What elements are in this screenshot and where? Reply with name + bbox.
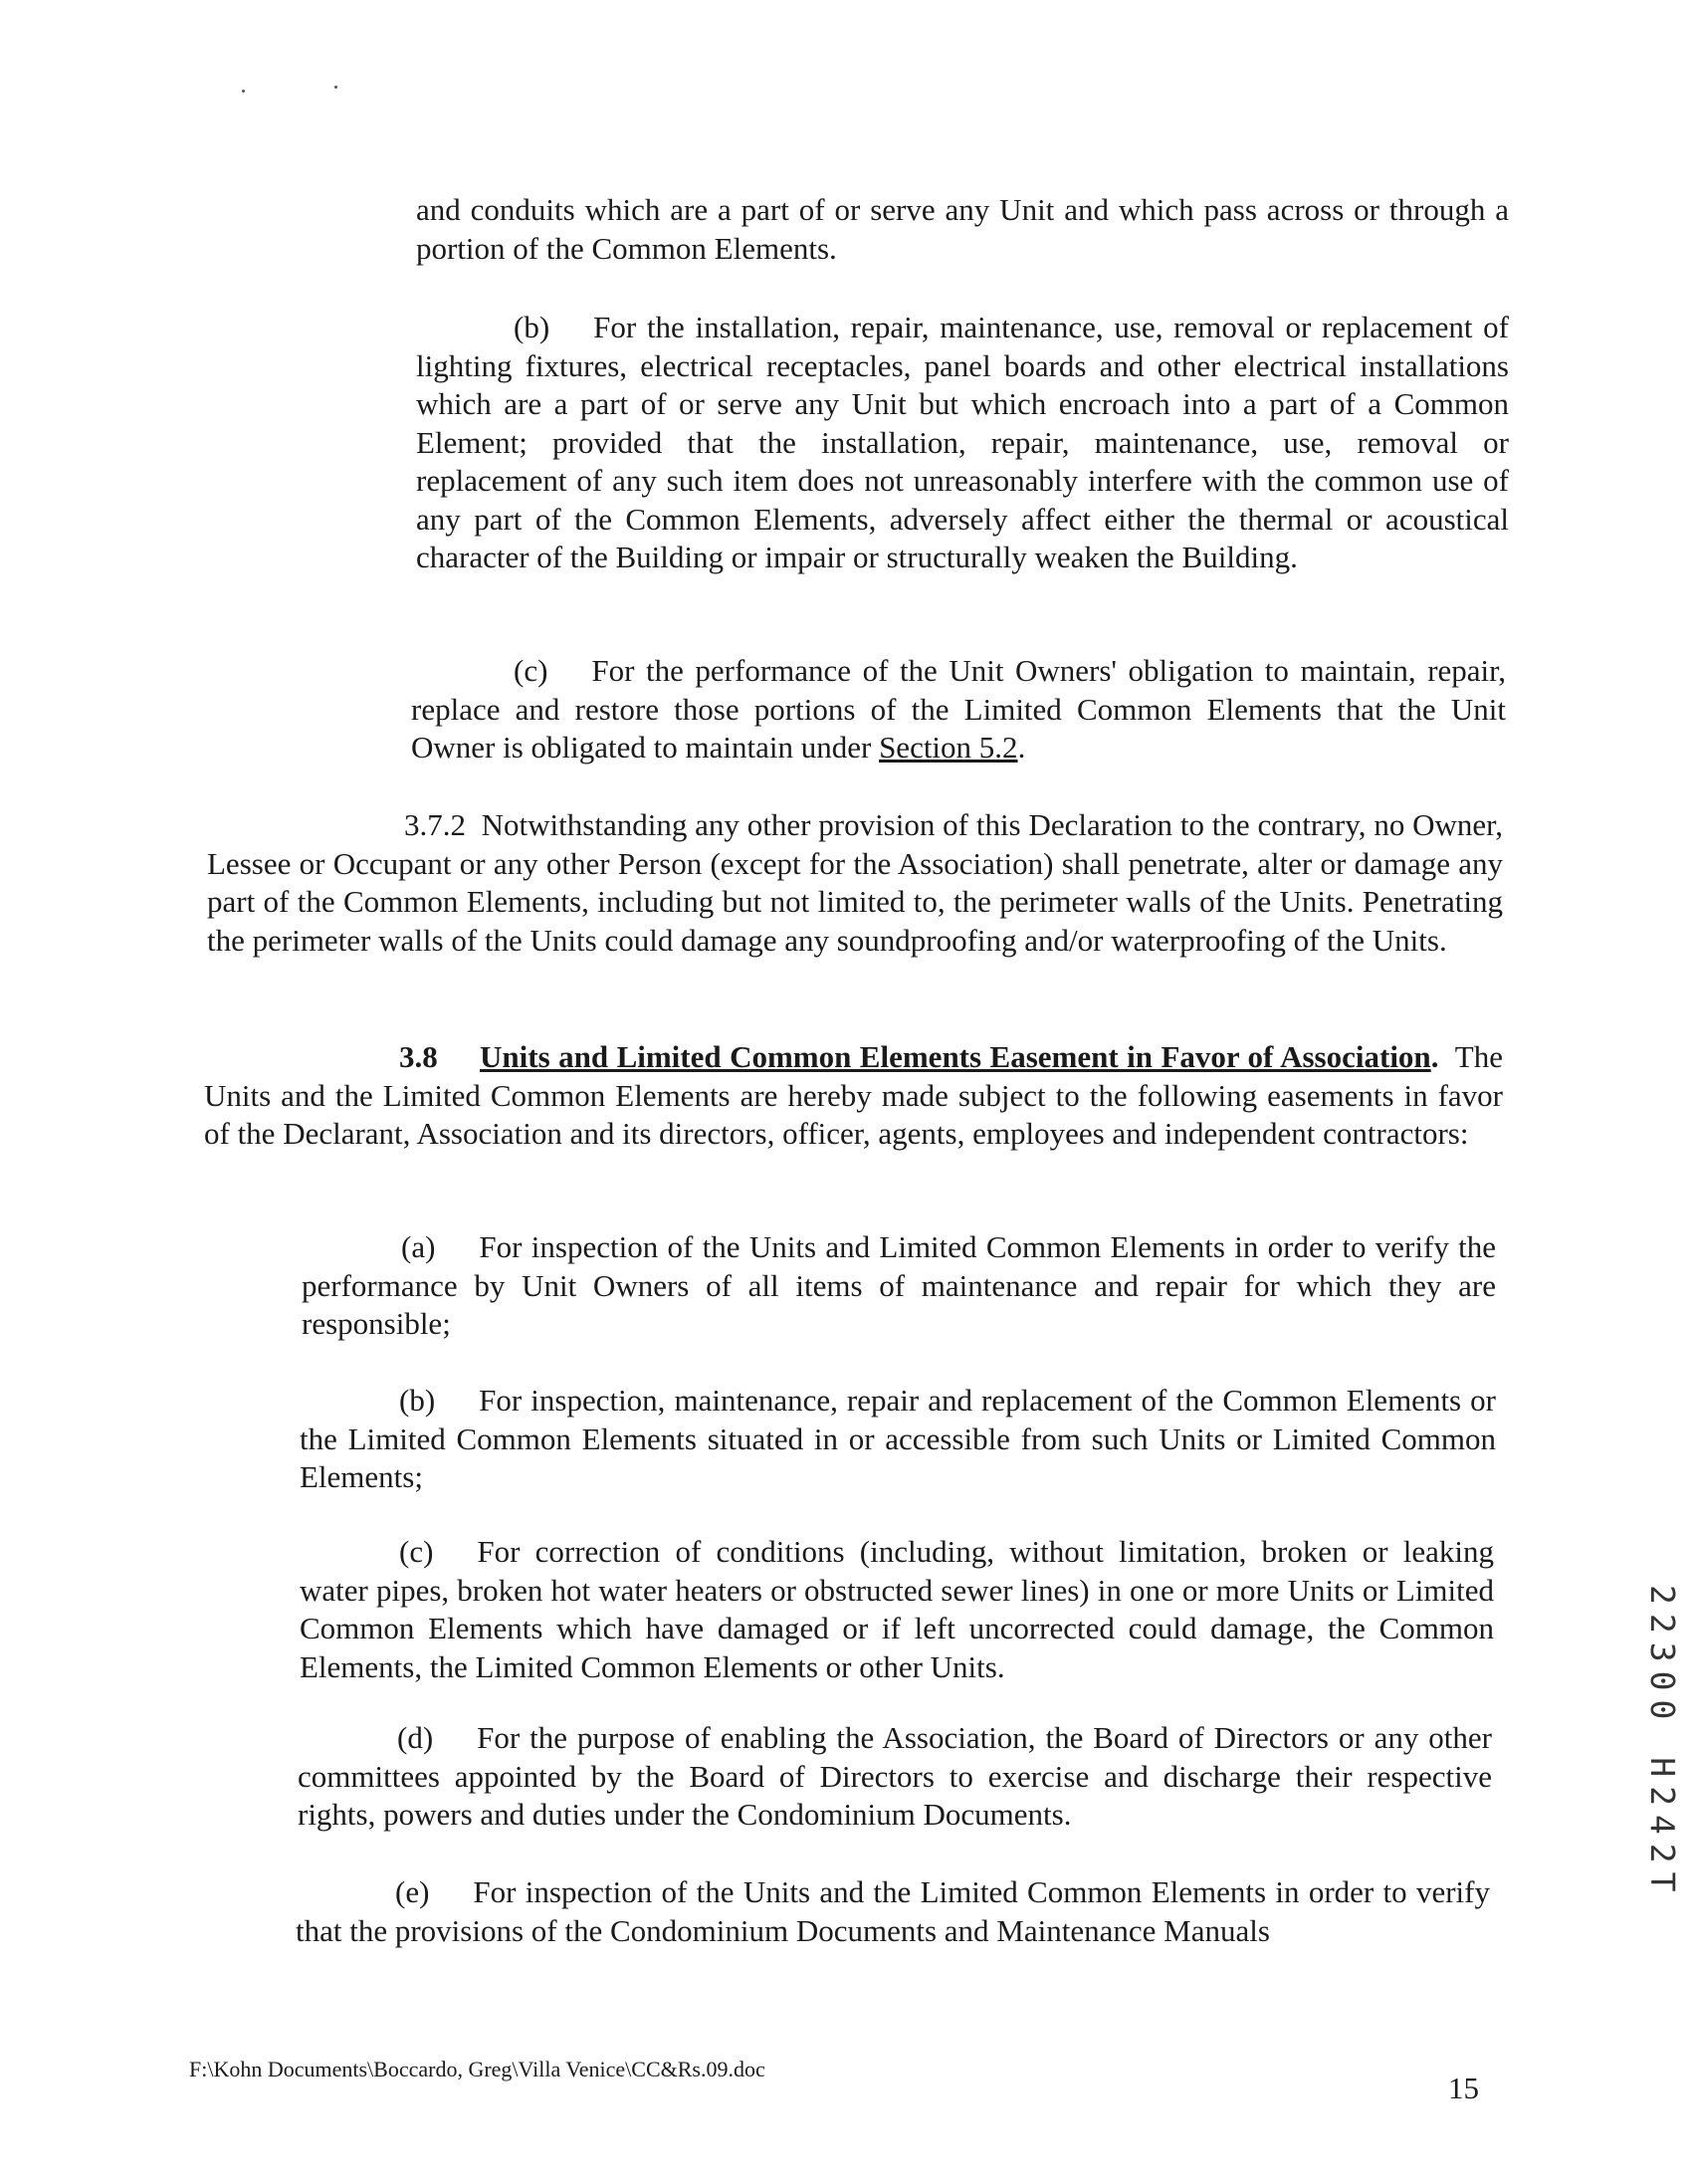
paragraph-c-performance — [411, 652, 1506, 767]
paragraph-text: For correction of conditions (including, without limitation, broken or leaking water pipes, broken hot water heaters or obstructed sewer lines) in one or more Units or Limited Common Elements which have damaged or if left uncorrected could damage, the Common Elements, the Limited Common Elements or other Units. — [300, 1534, 1494, 1684]
paragraph-text: and conduits which are a part of or serve any Unit and which pass across or through a portion of the Common Elements. — [416, 192, 1509, 266]
section-3-7-2 — [207, 806, 1503, 960]
paragraph-text: For inspection of the Units and Limited Common Elements in order to verify the performance by Unit Owners of all items of maintenance and repair for which they are responsible; — [302, 1229, 1496, 1341]
recording-stamp: 22300 H242T — [1643, 1585, 1682, 1901]
paragraph-text: For inspection of the Units and the Limited Common Elements in order to verify that the provisions of the Condominium Documents and Maintenance Manuals — [296, 1874, 1490, 1948]
easement-item-a — [302, 1228, 1496, 1344]
paragraph-text: The Units and the Limited Common Elements are hereby made subject to the following easements in favor of the Declarant, Association and its directors, officer, agents, employees and independent contractors: — [204, 1039, 1503, 1151]
punctuation: . — [1430, 1039, 1439, 1074]
item-label: (d) — [397, 1720, 434, 1755]
item-label: (c) — [514, 653, 548, 688]
paragraph-text: For the installation, repair, maintenance, use, removal or replacement of lighting fixtures, electrical receptacles, panel boards and other electrical installations which are a part of or serve any Unit but which encroach into a part of a Common Element; provided that the installation, repair, maintenance, use, removal or replacement of any such item does not unreasonably interfere with the common use of any part of the Common Elements, adversely affect either the thermal or acoustical character of the Building or impair or structurally weaken the Building. — [416, 310, 1509, 574]
section-3-8 — [204, 1038, 1503, 1154]
section-number: 3.7.2 — [404, 807, 466, 842]
easement-item-d — [298, 1719, 1492, 1835]
footer-file-path: F:\Kohn Documents\Boccardo, Greg\Villa Venice\CC&Rs.09.doc — [189, 2057, 765, 2081]
easement-item-b — [300, 1382, 1496, 1497]
section-number: 3.8 — [399, 1039, 438, 1074]
scan-speck — [242, 90, 245, 93]
paragraph-text: For the purpose of enabling the Association, the Board of Directors or any other committees appointed by the Board of Directors to exercise and discharge their respective rights, powers and duties under the Condominium Documents. — [298, 1720, 1492, 1832]
section-heading: Units and Limited Common Elements Easement in Favor of Association — [480, 1039, 1431, 1074]
paragraph-b-electrical — [416, 309, 1509, 577]
page-number: 15 — [1448, 2071, 1479, 2105]
section-reference: Section 5.2 — [879, 730, 1018, 764]
paragraph-text: For the performance of the Unit Owners' obligation to maintain, repair, replace and restore those portions of the Limited Common Elements that the Unit Owner is obligated to maintain under — [411, 653, 1506, 764]
paragraph-text: Notwithstanding any other provision of this Declaration to the contrary, no Owner, Lessee or Occupant or any other Person (except for the Association) shall penetrate, alter or damage any part of the Common Elements, including but not limited to, the perimeter walls of the Units. Penetrating the perimeter walls of the Units could damage any soundproofing and/or waterproofing of the Units. — [207, 807, 1504, 958]
scan-speck — [334, 86, 337, 89]
item-label: (c) — [399, 1534, 434, 1569]
paragraph-text: For inspection, maintenance, repair and replacement of the Common Elements or the Limited Common Elements situated in or accessible from such Units or Limited Common Elements; — [300, 1383, 1496, 1494]
easement-item-c — [300, 1533, 1494, 1686]
item-label: (b) — [399, 1383, 436, 1418]
item-label: (b) — [514, 310, 550, 344]
item-label: (e) — [395, 1874, 430, 1909]
item-label: (a) — [401, 1229, 436, 1264]
easement-item-e — [296, 1873, 1490, 1950]
paragraph-continuation — [416, 191, 1509, 268]
punctuation: . — [1017, 730, 1026, 764]
